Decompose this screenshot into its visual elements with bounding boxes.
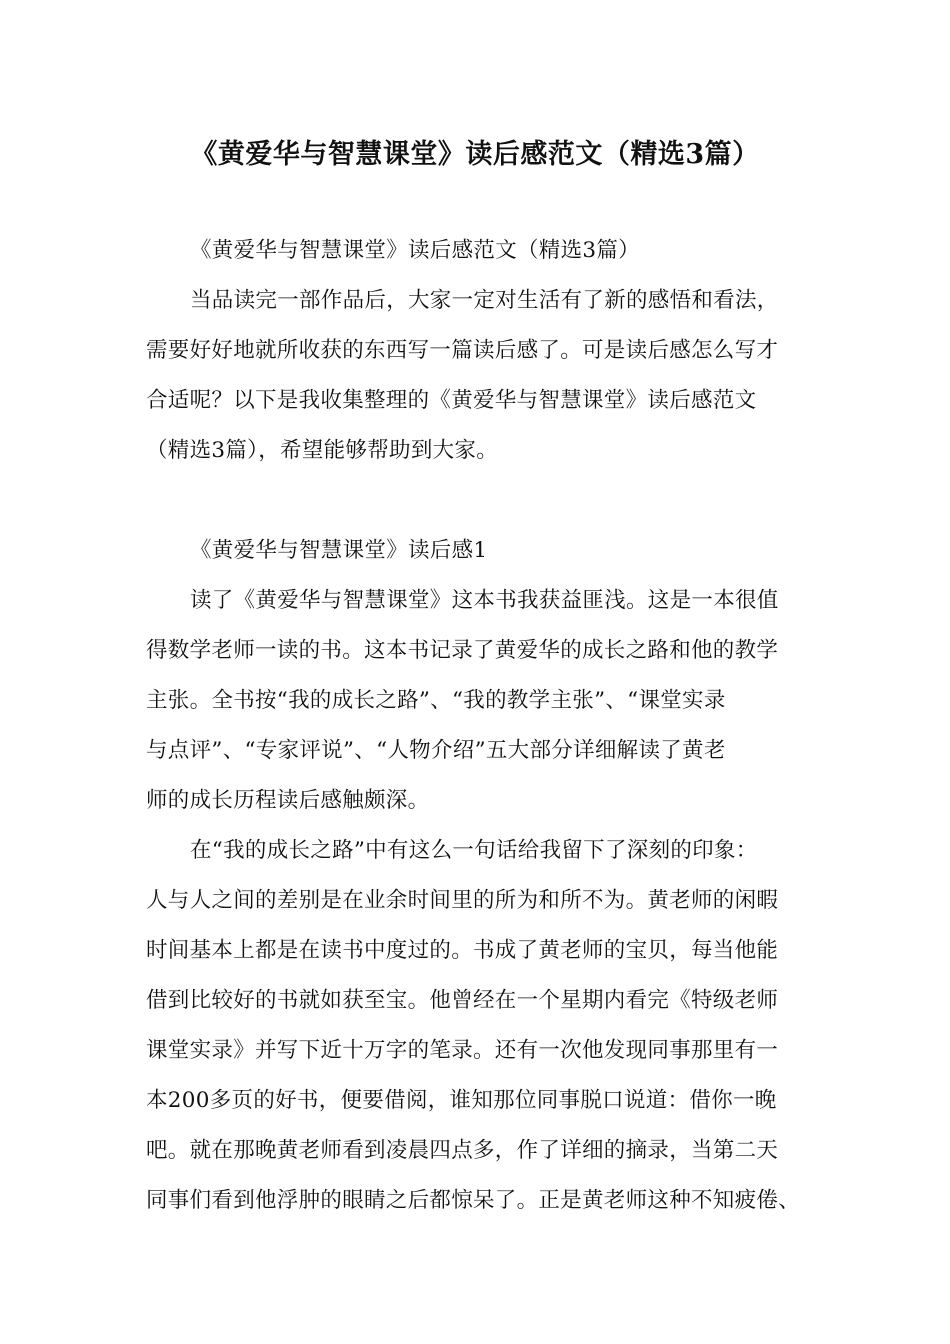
essay1-paragraph2-line: 人与人之间的差别是在业余时间里的所为和所不为。黄老师的闲暇 — [146, 888, 779, 913]
essay1-paragraph2-line: 课堂实录》并写下近十万字的笔录。还有一次他发现同事那里有一 — [146, 1038, 779, 1063]
intro-line: （精选3篇），希望能够帮助到大家。 — [146, 438, 499, 463]
essay1-paragraph1-line: 与点评”、“专家评说”、“人物介绍”五大部分详细解读了黄老 — [146, 738, 726, 763]
essay1-paragraph2-line: 借到比较好的书就如获至宝。他曾经在一个星期内看完《特级老师 — [146, 988, 779, 1013]
essay1-heading: 《黄爱华与智慧课堂》读后感1 — [190, 538, 488, 563]
essay1-paragraph2-line: 在“我的成长之路”中有这么一句话给我留下了深刻的印象： — [190, 838, 758, 863]
essay1-paragraph1-line: 读了《黄爱华与智慧课堂》这本书我获益匪浅。这是一本很值 — [190, 588, 779, 613]
intro-line: 合适呢？以下是我收集整理的《黄爱华与智慧课堂》读后感范文 — [146, 388, 757, 413]
essay1-paragraph2-line: 本200多页的好书，便要借阅，谁知那位同事脱口说道：借你一晚 — [146, 1088, 777, 1113]
essay1-paragraph1-line: 师的成长历程读后感触颇深。 — [146, 788, 430, 813]
intro-heading: 《黄爱华与智慧课堂》读后感范文（精选3篇） — [190, 238, 640, 263]
intro-line: 当品读完一部作品后，大家一定对生活有了新的感悟和看法， — [190, 288, 779, 313]
essay1-paragraph2-line: 同事们看到他浮肿的眼睛之后都惊呆了。正是黄老师这种不知疲倦、 — [146, 1188, 801, 1213]
essay1-paragraph1-line: 得数学老师一读的书。这本书记录了黄爱华的成长之路和他的教学 — [146, 638, 779, 663]
intro-line: 需要好好地就所收获的东西写一篇读后感了。可是读后感怎么写才 — [146, 338, 779, 363]
essay1-paragraph2-line: 时间基本上都是在读书中度过的。书成了黄老师的宝贝，每当他能 — [146, 938, 779, 963]
document-title: 《黄爱华与智慧课堂》读后感范文（精选3篇） — [190, 139, 760, 170]
essay1-paragraph2-line: 吧。就在那晚黄老师看到凌晨四点多，作了详细的摘录，当第二天 — [146, 1138, 779, 1163]
essay1-paragraph1-line: 主张。全书按“我的成长之路”、“我的教学主张”、“课堂实录 — [146, 688, 726, 713]
